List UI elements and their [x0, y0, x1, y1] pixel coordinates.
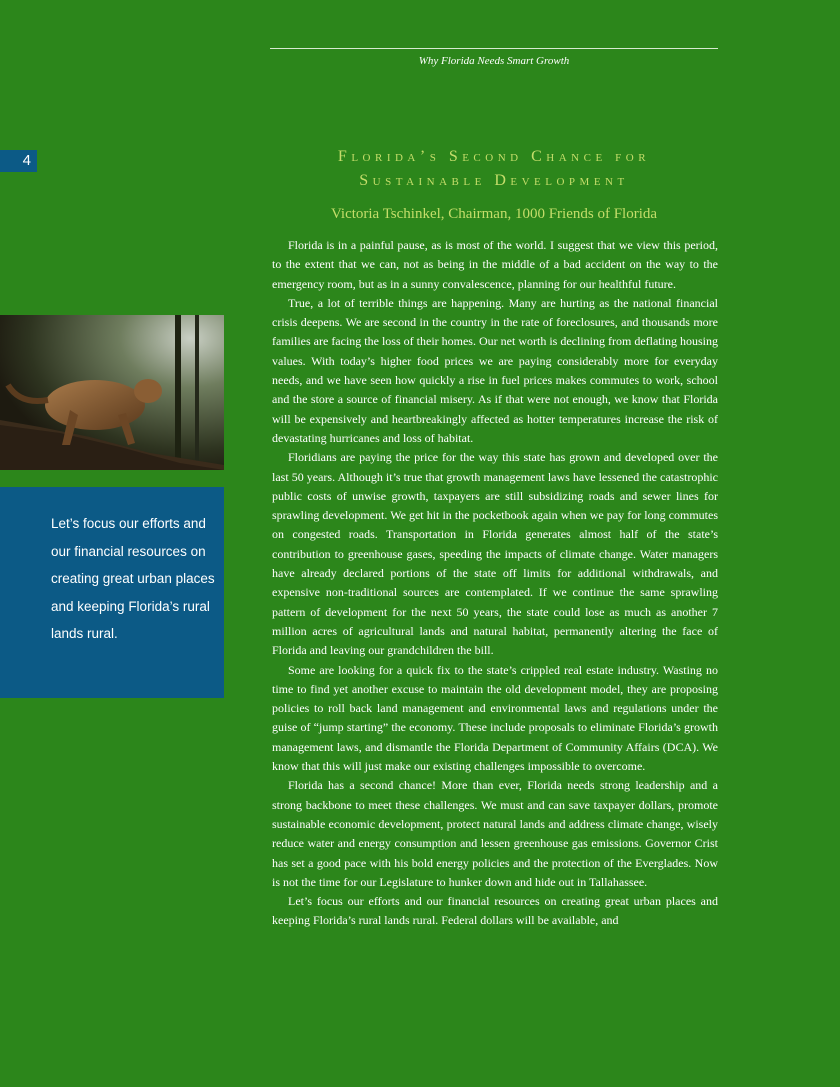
running-head: Why Florida Needs Smart Growth: [418, 55, 570, 67]
article-author: Victoria Tschinkel, Chairman, 1000 Friends of Florida: [330, 206, 658, 222]
article-title-line-2: Sustainable Development: [359, 172, 629, 189]
article-title-line-1: Florida’s Second Chance for: [337, 148, 651, 165]
body-paragraph: Floridians are paying the price for the way this state has grown and developed over the last 50 years. Although it’s true that growth management laws have lessened the catastrophic public costs of unwise growth, taxpayers are still subsidizing roads and sewer lines for sprawling development. We get hit in the pocketbook again when we pay for long commutes on congested roads. Transportation in Florida generates almost half of the state’s contribution to greenhouse gases, speeding the impacts of climate change. Water managers have already declared portions of the state off limits for additional withdrawals, and expensive non-traditional sources are contemplated. If we continue the same sprawling pattern of development for the next 50 years, the state could lose as much as another 7 million acres of agricultural lands and natural habitat, permanently altering the face of Florida and leaving our grandchildren the bill.: [272, 450, 718, 658]
panther-image: [0, 315, 224, 470]
body-paragraph: Florida is in a painful pause, as is most of the world. I suggest that we view this period, to the extent that we can, not as being in the middle of a bad accident on the way to the emergency room, but as in a sunny convalescence, planning for our healthful future.: [272, 238, 718, 291]
pull-quote: Let’s focus our efforts and our financial resources on creating great urban places and keeping Florida’s rural lands rural.: [51, 516, 215, 641]
body-paragraph: Some are looking for a quick fix to the state’s crippled real estate industry. Wasting no time to find yet another excuse to maintain the old development model, they are proposing policies to roll back land management and environmental laws and regulations under the guise of “jump starting” the economy. These include proposals to eliminate Florida’s growth management laws, and dismantle the Florida Department of Community Affairs (DCA). We know that this will just make our existing challenges impossible to overcome.: [272, 662, 718, 774]
header-rule: [270, 48, 718, 49]
body-paragraph: True, a lot of terrible things are happening. Many are hurting as the national financial crisis deepens. We are second in the country in the rate of foreclosures, and thousands more families are facing the loss of their homes. Our net worth is declining from deflating housing values. With today’s higher food prices we are paying considerably more for everyday needs, and we have seen how quickly a rise in fuel prices makes commutes to work, school and the store a source of financial misery. As if that were not enough, we know that Florida will be expensively and heartbreakingly affected as hotter temperatures increase the risk of devastating hurricanes and loss of habitat.: [272, 295, 718, 445]
florida-panther-photo: [0, 315, 224, 470]
article-body: [272, 236, 718, 931]
body-paragraph: Florida has a second chance! More than ever, Florida needs strong leadership and a strong backbone to meet these challenges. We must and can save taxpayer dollars, promote sustainable economic development, protect natural lands and address climate change, wisely reduce water and energy consumption and lessen greenhouse gas emissions. Governor Crist has set a good pace with his bold energy policies and the protection of the Everglades. Now is not the time for our Legislature to hunker down and hide out in Tallahassee.: [272, 778, 718, 889]
page-number: 4: [0, 150, 37, 172]
body-paragraph: Let’s focus our efforts and our financial resources on creating great urban places and keeping Florida’s rural lands rural. Federal dollars will be available, and: [272, 894, 718, 928]
article-title: [270, 145, 718, 193]
